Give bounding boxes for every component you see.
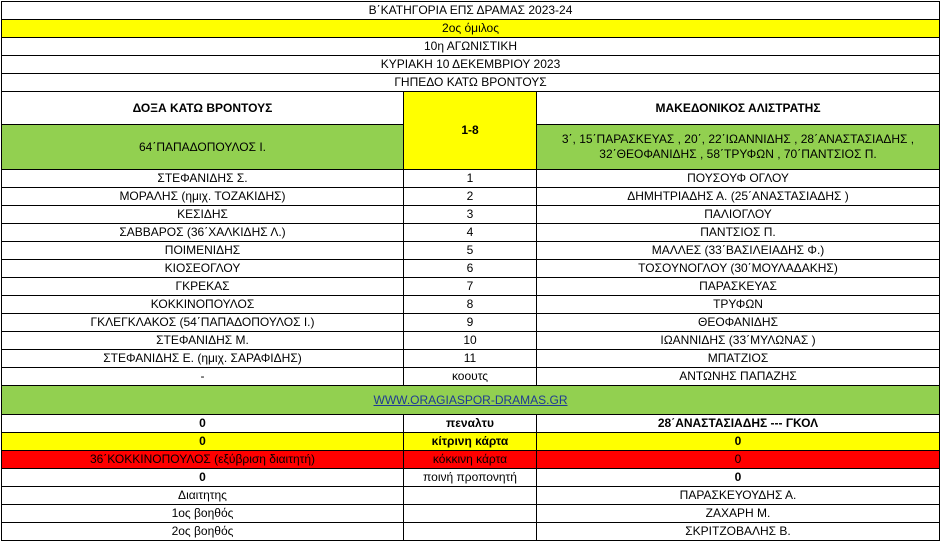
suspension-row xyxy=(2,469,940,487)
lineup-row xyxy=(2,188,940,206)
lineup-row xyxy=(2,314,940,332)
lineup-row xyxy=(2,224,940,242)
referee-role: Διαιτητης xyxy=(2,487,404,505)
final-score: 1-8 xyxy=(404,92,537,170)
assistant2-role: 2ος βοηθός xyxy=(2,523,404,541)
away-coach: ΑΝΤΩΝΗΣ ΠΑΠΑΖΗΣ xyxy=(537,368,940,386)
shirt-number: 10 xyxy=(404,332,537,350)
assistant1-row xyxy=(2,505,940,523)
home-suspension: 0 xyxy=(2,469,404,487)
away-player: ΜΑΛΛΕΣ (33΄ΒΑΣΙΛΕΙΑΔΗΣ Φ.) xyxy=(537,242,940,260)
lineup-row xyxy=(2,170,940,188)
shirt-number: 7 xyxy=(404,278,537,296)
home-player: ΣΤΕΦΑΝΙΔΗΣ Σ. xyxy=(2,170,404,188)
shirt-number: 9 xyxy=(404,314,537,332)
match-report-table xyxy=(1,1,940,541)
assistant2-name: ΣΚΡΙΤΖΟΒΑΛΗΣ Β. xyxy=(537,523,940,541)
away-yellow: 0 xyxy=(537,433,940,451)
away-player: ΤΡΥΦΩΝ xyxy=(537,296,940,314)
home-player: ΣΑΒΒΑΡΟΣ (36΄ΧΑΛΚΙΔΗΣ Λ.) xyxy=(2,224,404,242)
home-red: 36΄ΚΟΚΚΙΝΟΠΟΥΛΟΣ (εξύβριση διαιτητή) xyxy=(2,451,404,469)
home-player: ΠΟΙΜΕΝΙΔΗΣ xyxy=(2,242,404,260)
group-label: 2ος όμιλος xyxy=(2,20,940,38)
lineup-row xyxy=(2,242,940,260)
lineup-row xyxy=(2,278,940,296)
away-penalty: 28΄ΑΝΑΣΤΑΣΙΑΔΗΣ --- ΓΚΟΛ xyxy=(537,415,940,433)
home-player: ΚΟΚΚΙΝΟΠΟΥΛΟΣ xyxy=(2,296,404,314)
yellow-card-row xyxy=(2,433,940,451)
suspension-label: ποινή προπονητή xyxy=(404,469,537,487)
red-card-label: κόκκινη κάρτα xyxy=(404,451,537,469)
home-penalty: 0 xyxy=(2,415,404,433)
home-team-name: ΔΟΞΑ ΚΑΤΩ ΒΡΟΝΤΟΥΣ xyxy=(2,92,404,125)
away-scorers: 3΄, 15΄ΠΑΡΑΣΚΕΥΑΣ , 20΄, 22΄ΙΩΑΝΝΙΔΗΣ , 28΄ΑΝΑΣΤΑΣΙΑΔΗΣ , 32΄ΘΕΟΦΑΝΙΔΗΣ , 58΄ΤΡΥΦΩΝ , 70΄ΠΑΝΤΣΙΟΣ Π. xyxy=(537,125,940,170)
assistant1-role: 1ος βοηθός xyxy=(2,505,404,523)
away-red: 0 xyxy=(537,451,940,469)
lineups xyxy=(2,170,940,368)
yellow-card-label: κίτρινη κάρτα xyxy=(404,433,537,451)
home-player: ΣΤΕΦΑΝΙΔΗΣ Ε. (ημιχ. ΣΑΡΑΦΙΔΗΣ) xyxy=(2,350,404,368)
shirt-number: 1 xyxy=(404,170,537,188)
red-card-row xyxy=(2,451,940,469)
away-team-name: ΜΑΚΕΔΟΝΙΚΟΣ ΑΛΙΣΤΡΑΤΗΣ xyxy=(537,92,940,125)
away-suspension: 0 xyxy=(537,469,940,487)
shirt-number: 5 xyxy=(404,242,537,260)
shirt-number: 11 xyxy=(404,350,537,368)
lineup-row xyxy=(2,260,940,278)
penalty-label: πεναλτυ xyxy=(404,415,537,433)
shirt-number: 4 xyxy=(404,224,537,242)
website-link[interactable]: WWW.ORAGIASPOR-DRAMAS.GR xyxy=(2,386,940,415)
match-date: ΚΥΡΙΑΚΗ 10 ΔΕΚΕΜΒΡΙΟΥ 2023 xyxy=(2,56,940,74)
shirt-number: 6 xyxy=(404,260,537,278)
home-player: ΓΚΡΕΚΑΣ xyxy=(2,278,404,296)
matchday-label: 10η ΑΓΩΝΙΣΤΙΚΗ xyxy=(2,38,940,56)
lineup-row xyxy=(2,350,940,368)
home-scorers: 64΄ΠΑΠΑΔΟΠΟΥΛΟΣ Ι. xyxy=(2,125,404,170)
shirt-number: 2 xyxy=(404,188,537,206)
home-player: ΚΙΟΣΕΟΓΛΟΥ xyxy=(2,260,404,278)
away-player: ΘΕΟΦΑΝΙΔΗΣ xyxy=(537,314,940,332)
lineup-row xyxy=(2,206,940,224)
referee-row xyxy=(2,487,940,505)
league-title: Β΄ΚΑΤΗΓΟΡΙΑ ΕΠΣ ΔΡΑΜΑΣ 2023-24 xyxy=(2,2,940,20)
away-player: ΙΩΑΝΝΙΔΗΣ (33΄ΜΥΛΩΝΑΣ ) xyxy=(537,332,940,350)
coach-row xyxy=(2,368,940,386)
away-player: ΠΑΡΑΣΚΕΥΑΣ xyxy=(537,278,940,296)
assistant2-row xyxy=(2,523,940,541)
home-player: ΣΤΕΦΑΝΙΔΗΣ Μ. xyxy=(2,332,404,350)
away-player: ΠΑΛΙΟΓΛΟΥ xyxy=(537,206,940,224)
away-player: ΔΗΜΗΤΡΙΑΔΗΣ Α. (25΄ΑΝΑΣΤΑΣΙΑΔΗΣ ) xyxy=(537,188,940,206)
shirt-number: 3 xyxy=(404,206,537,224)
coach-label: κοουτς xyxy=(404,368,537,386)
away-player: ΤΟΣΟΥΝΟΓΛΟΥ (30΄ΜΟΥΛΑΔΑΚΗΣ) xyxy=(537,260,940,278)
shirt-number: 8 xyxy=(404,296,537,314)
home-player: ΓΚΛΕΓΚΛΑΚΟΣ (54΄ΠΑΠΑΔΟΠΟΥΛΟΣ Ι.) xyxy=(2,314,404,332)
referee-name: ΠΑΡΑΣΚΕΥΟΥΔΗΣ Α. xyxy=(537,487,940,505)
lineup-row xyxy=(2,332,940,350)
home-player: ΜΟΡΑΛΗΣ (ημιχ. ΤΟΖΑΚΙΔΗΣ) xyxy=(2,188,404,206)
penalty-row xyxy=(2,415,940,433)
away-player: ΜΠΑΤΖΙΟΣ xyxy=(537,350,940,368)
home-yellow: 0 xyxy=(2,433,404,451)
home-coach: - xyxy=(2,368,404,386)
assistant1-name: ΖΑΧΑΡΗ Μ. xyxy=(537,505,940,523)
away-player: ΠΑΝΤΣΙΟΣ Π. xyxy=(537,224,940,242)
lineup-row xyxy=(2,296,940,314)
away-player: ΠΟΥΣΟΥΦ ΟΓΛΟΥ xyxy=(537,170,940,188)
home-player: ΚΕΣΙΔΗΣ xyxy=(2,206,404,224)
stadium-label: ΓΗΠΕΔΟ ΚΑΤΩ ΒΡΟΝΤΟΥΣ xyxy=(2,74,940,92)
